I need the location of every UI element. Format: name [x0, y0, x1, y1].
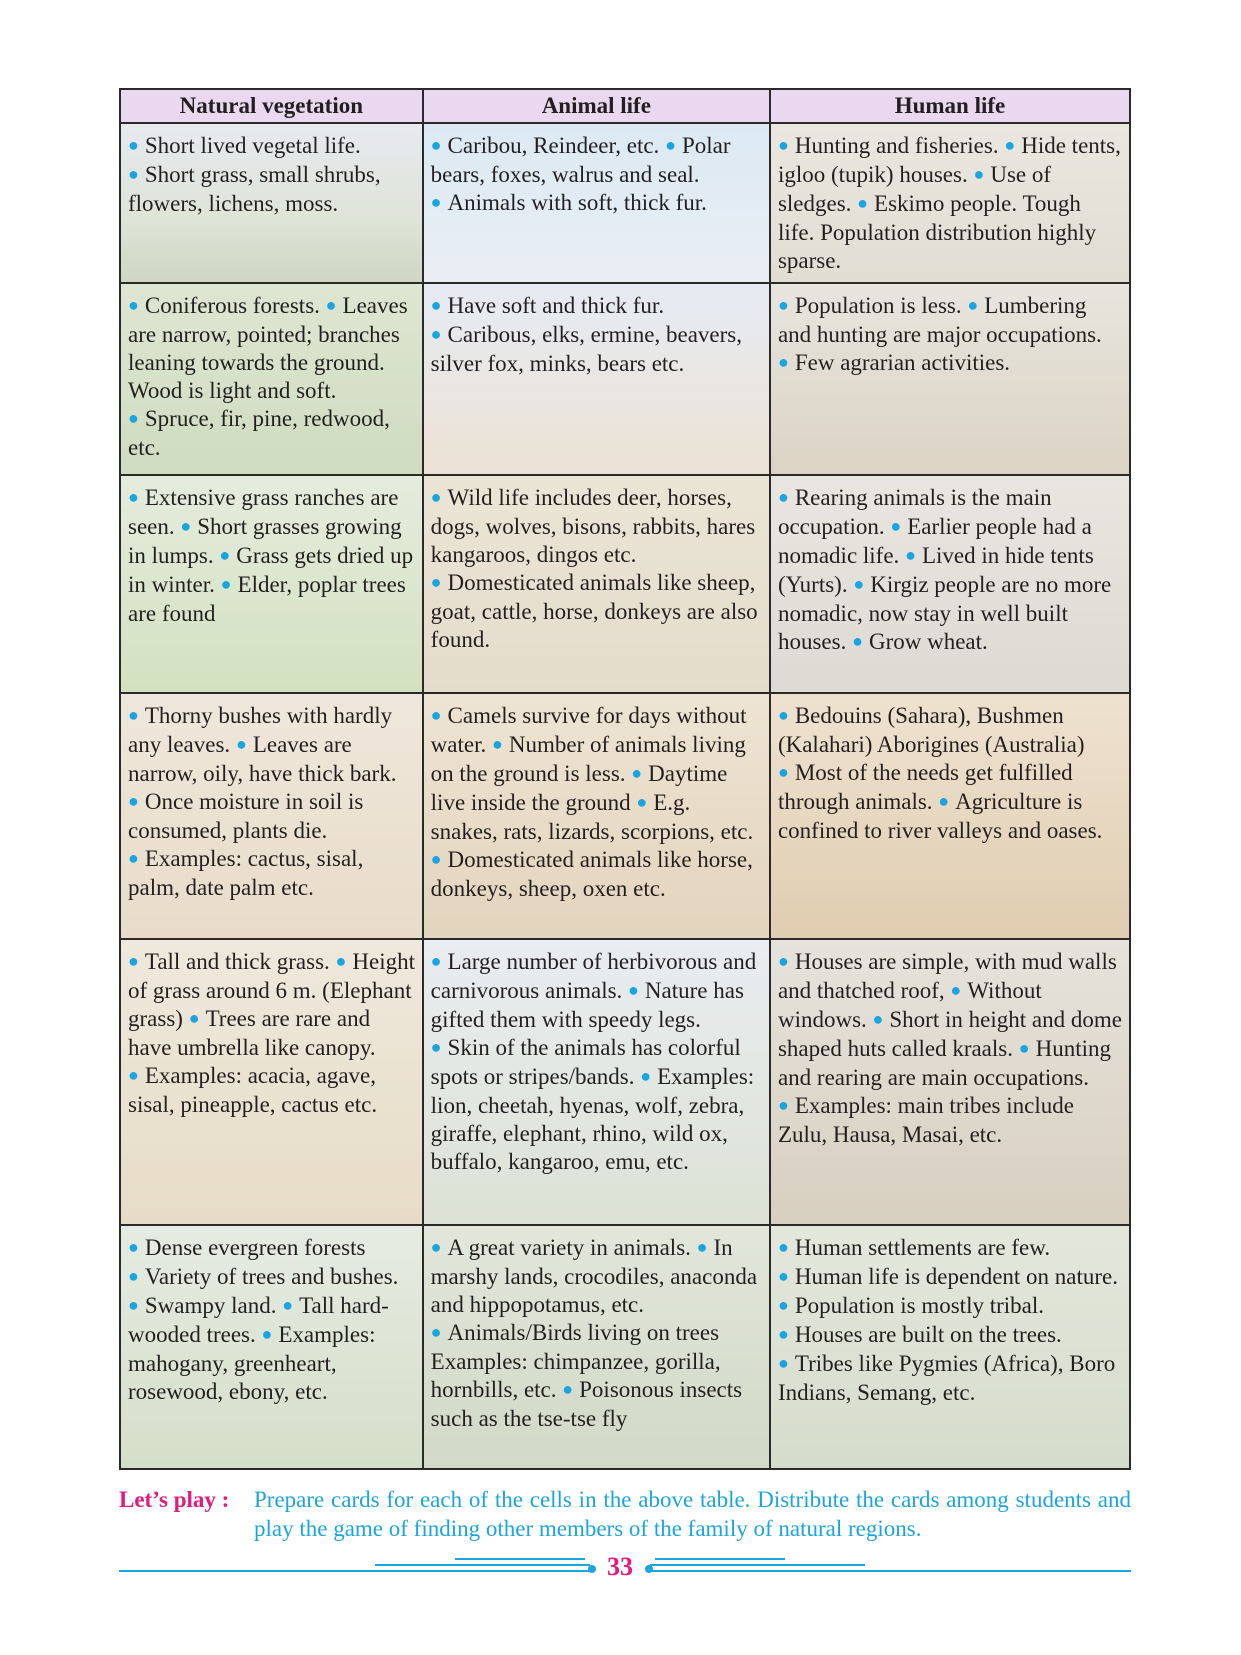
bullet-dot-icon: ●: [777, 762, 789, 782]
bullet-dot-icon: ●: [128, 705, 139, 725]
bullet-dot-icon: ●: [628, 980, 639, 1000]
cell-item-text: Bedouins (Sahara), Bushmen (Kalahari) Aborigines (Australia): [777, 703, 1085, 757]
footer-deco-line-left: [375, 1564, 590, 1566]
cell-item-text: Height of grass around 6 m. (Elephant grass): [128, 949, 416, 1031]
cell-item-text: Short grass, small shrubs, flowers, lichens, moss.: [128, 162, 381, 216]
cell-item-text: Domesticated animals like sheep, goat, cattle, horse, donkeys are also found.: [430, 570, 758, 652]
bullet-dot-icon: ●: [430, 849, 442, 869]
bullet-dot-icon: ●: [335, 951, 347, 971]
table-row: [120, 693, 1130, 939]
footer-deco-line-right: [650, 1564, 865, 1566]
lets-play-text: Prepare cards for each of the cells in the above table. Distribute the cards among students and play the game of finding other members of the family of natural regions.: [254, 1487, 1131, 1541]
cell-item-text: Hunting and rearing are main occupations.: [777, 1036, 1111, 1090]
cell-item-text: Short grasses growing in lumps.: [128, 514, 402, 568]
bullet-dot-icon: ●: [853, 574, 865, 594]
bullet-dot-icon: ●: [777, 705, 789, 725]
cell-item-text: Variety of trees and bushes.: [144, 1264, 399, 1289]
bullet-dot-icon: ●: [857, 193, 869, 213]
cell-item-text: Tribes like Pygmies (Africa), Boro Indians, Semang, etc.: [777, 1351, 1116, 1405]
cell-item-text: Large number of herbivorous and carnivorous animals.: [430, 949, 757, 1003]
bullet-dot-icon: ●: [128, 951, 139, 971]
table-row: [120, 475, 1130, 693]
cell-animal-life: [423, 939, 770, 1225]
table-header-row: [120, 89, 1130, 123]
bullet-dot-icon: ●: [128, 295, 139, 315]
bullet-dot-icon: ●: [950, 980, 962, 1000]
bullet-dot-icon: ●: [219, 545, 231, 565]
cell-item-text: Population is mostly tribal.: [794, 1293, 1044, 1318]
cell-natural-vegetation: [120, 475, 423, 693]
cell-item-text: Coniferous forests.: [144, 293, 320, 318]
cell-item-text: Few agrarian activities.: [794, 350, 1011, 375]
cell-item-text: Animals with soft, thick fur.: [447, 190, 707, 215]
cell-item-text: Camels survive for days without water.: [430, 703, 747, 757]
cell-natural-vegetation: [120, 693, 423, 939]
bullet-dot-icon: ●: [430, 572, 442, 592]
cell-human-life: [770, 283, 1130, 475]
cell-item-text: Short in height and dome shaped huts called kraals.: [777, 1007, 1122, 1061]
bullet-dot-icon: ●: [777, 487, 789, 507]
cell-human-life: [770, 1225, 1130, 1469]
cell-item-text: Examples: mahogany, greenheart, rosewood, ebony, etc.: [128, 1322, 376, 1404]
bullet-dot-icon: ●: [1018, 1038, 1030, 1058]
cell-item-text: Thorny bushes with hardly any leaves.: [128, 703, 393, 757]
bullet-dot-icon: ●: [631, 763, 643, 783]
cell-item-text: Earlier people had a nomadic life.: [777, 514, 1092, 568]
bullet-dot-icon: ●: [640, 1066, 652, 1086]
header-animal-life: Animal life: [423, 89, 770, 123]
bullet-dot-icon: ●: [777, 1095, 789, 1115]
lets-play-label: Let’s play :: [119, 1487, 230, 1512]
cell-natural-vegetation: [120, 283, 423, 475]
bullet-dot-icon: ●: [973, 164, 985, 184]
cell-item-text: Caribou, Reindeer, etc.: [447, 133, 660, 158]
table-row: [120, 1225, 1130, 1469]
cell-item-text: Human life is dependent on nature.: [794, 1264, 1119, 1289]
cell-animal-life: [423, 283, 770, 475]
table-row: [120, 283, 1130, 475]
cell-item-text: Number of animals living on the ground is less.: [430, 732, 746, 786]
cell-item-text: Poisonous insects such as the tse-tse fly: [430, 1377, 743, 1431]
bullet-dot-icon: ●: [665, 135, 676, 155]
bullet-dot-icon: ●: [180, 516, 192, 536]
bullet-dot-icon: ●: [261, 1324, 273, 1344]
bullet-dot-icon: ●: [777, 1266, 789, 1286]
cell-natural-vegetation: [120, 939, 423, 1225]
table-row: [120, 939, 1130, 1225]
bullet-dot-icon: ●: [938, 791, 950, 811]
bullet-dot-icon: ●: [220, 574, 232, 594]
cell-item-text: Examples: lion, cheetah, hyenas, wolf, zebra, giraffe, elephant, rhino, wild ox, buffalo, kangaroo, emu, etc.: [430, 1064, 755, 1174]
cell-item-text: Short lived vegetal life.: [144, 133, 361, 158]
bullet-dot-icon: ●: [562, 1379, 574, 1399]
bullet-dot-icon: ●: [128, 135, 139, 155]
cell-item-text: Population is less.: [794, 293, 962, 318]
bullet-dot-icon: ●: [282, 1295, 294, 1315]
cell-item-text: Skin of the animals has colorful spots or stripes/bands.: [430, 1035, 741, 1089]
cell-item-text: Examples: acacia, agave, sisal, pineapple, cactus etc.: [128, 1063, 378, 1117]
cell-item-text: Grass gets dried up in winter.: [128, 543, 414, 597]
cell-human-life: [770, 693, 1130, 939]
cell-human-life: [770, 123, 1130, 283]
cell-item-text: Elder, poplar trees are found: [128, 572, 406, 626]
bullet-dot-icon: ●: [128, 487, 139, 507]
bullet-dot-icon: ●: [636, 792, 648, 812]
page-number: 33: [607, 1552, 633, 1581]
bullet-dot-icon: ●: [430, 1237, 442, 1257]
cell-item-text: Examples: main tribes include Zulu, Hausa, Masai, etc.: [777, 1093, 1074, 1147]
cell-item-text: Once moisture in soil is consumed, plants die.: [128, 789, 364, 843]
cell-item-text: Agriculture is confined to river valleys and oases.: [777, 789, 1103, 843]
header-human-life: Human life: [770, 89, 1130, 123]
cell-item-text: Most of the needs get fulfilled through animals.: [777, 760, 1073, 814]
cell-item-text: Tall hard-wooded trees.: [128, 1293, 389, 1347]
bullet-dot-icon: ●: [188, 1008, 200, 1028]
cell-item-text: Trees are rare and have umbrella like canopy.: [128, 1006, 376, 1060]
cell-item-text: Rearing animals is the main occupation.: [777, 485, 1052, 539]
cell-item-text: Extensive grass ranches are seen.: [128, 485, 399, 539]
bullet-dot-icon: ●: [777, 951, 789, 971]
bullet-dot-icon: ●: [777, 295, 789, 315]
cell-item-text: Animals/Birds living on trees Examples: chimpanzee, gorilla, hornbills, etc.: [430, 1320, 721, 1402]
cell-item-text: Human settlements are few.: [794, 1235, 1051, 1260]
cell-item-text: Dense evergreen forests: [144, 1235, 366, 1260]
bullet-dot-icon: ●: [777, 352, 789, 372]
cell-item-text: Polar bears, foxes, walrus and seal.: [430, 133, 731, 187]
cell-item-text: Kirgiz people are no more nomadic, now stay in well built houses.: [777, 572, 1112, 654]
cell-item-text: Lived in hide tents (Yurts).: [777, 543, 1094, 597]
cell-natural-vegetation: [120, 123, 423, 283]
cell-human-life: [770, 939, 1130, 1225]
bullet-dot-icon: ●: [777, 1324, 789, 1344]
bullet-dot-icon: ●: [128, 791, 139, 811]
bullet-dot-icon: ●: [128, 1065, 139, 1085]
bullet-dot-icon: ●: [128, 1295, 139, 1315]
cell-item-text: Leaves are narrow, pointed; branches leaning towards the ground. Wood is light and soft.: [128, 293, 408, 403]
bullet-dot-icon: ●: [430, 295, 442, 315]
cell-item-text: Wild life includes deer, horses, dogs, wolves, bisons, rabbits, hares kangaroos, dingos etc.: [430, 485, 756, 567]
cell-item-text: Lumbering and hunting are major occupations.: [777, 293, 1102, 347]
footer-deco-line-left-2: [455, 1558, 585, 1560]
cell-item-text: Have soft and thick fur.: [447, 293, 665, 318]
bullet-dot-icon: ●: [325, 295, 337, 315]
bullet-dot-icon: ●: [128, 848, 139, 868]
bullet-dot-icon: ●: [777, 1353, 789, 1373]
cell-item-text: Daytime live inside the ground: [430, 761, 728, 815]
bullet-dot-icon: ●: [491, 734, 503, 754]
bullet-dot-icon: ●: [872, 1009, 884, 1029]
cell-item-text: Examples: cactus, sisal, palm, date palm etc.: [128, 846, 364, 900]
bullet-dot-icon: ●: [852, 631, 863, 651]
cell-item-text: Spruce, fir, pine, redwood, etc.: [128, 406, 390, 460]
header-natural-vegetation: Natural vegetation: [120, 89, 423, 123]
bullet-dot-icon: ●: [430, 192, 442, 212]
cell-item-text: Caribous, elks, ermine, beavers, silver fox, minks, bears etc.: [430, 322, 742, 376]
bullet-dot-icon: ●: [905, 545, 916, 565]
footer-deco-line-right-2: [655, 1558, 785, 1560]
bullet-dot-icon: ●: [777, 135, 789, 155]
cell-item-text: Houses are built on the trees.: [794, 1322, 1062, 1347]
cell-natural-vegetation: [120, 1225, 423, 1469]
cell-item-text: A great variety in animals.: [447, 1235, 691, 1260]
bullet-dot-icon: ●: [430, 324, 442, 344]
cell-item-text: Nature has gifted them with speedy legs.: [430, 978, 744, 1032]
cell-human-life: [770, 475, 1130, 693]
cell-item-text: Leaves are narrow, oily, have thick bark.: [128, 732, 397, 786]
bullet-dot-icon: ●: [430, 487, 442, 507]
bullet-dot-icon: ●: [235, 734, 247, 754]
cell-animal-life: [423, 1225, 770, 1469]
cell-animal-life: [423, 475, 770, 693]
bullet-dot-icon: ●: [696, 1237, 708, 1257]
cell-item-text: Hunting and fisheries.: [794, 133, 999, 158]
bullet-dot-icon: ●: [430, 705, 442, 725]
natural-regions-table: [119, 88, 1131, 1470]
bullet-dot-icon: ●: [430, 1322, 442, 1342]
cell-item-text: Grow wheat.: [868, 629, 988, 654]
cell-item-text: Houses are simple, with mud walls and thatched roof,: [777, 949, 1117, 1003]
footer-rule-right: [650, 1570, 1131, 1572]
cell-item-text: Tall and thick grass.: [144, 949, 330, 974]
footer-rule-left: [119, 1570, 589, 1572]
lets-play-section: [119, 1485, 1131, 1543]
bullet-dot-icon: ●: [128, 408, 139, 428]
cell-item-text: Domesticated animals like horse, donkeys, sheep, oxen etc.: [430, 847, 753, 901]
cell-item-text: E.g. snakes, rats, lizards, scorpions, etc.: [430, 790, 754, 844]
bullet-dot-icon: ●: [430, 951, 442, 971]
cell-item-text: In marshy lands, crocodiles, anaconda and hippopotamus, etc.: [430, 1235, 758, 1317]
bullet-dot-icon: ●: [128, 1237, 139, 1257]
cell-animal-life: [423, 693, 770, 939]
bullet-dot-icon: ●: [128, 164, 139, 184]
bullet-dot-icon: ●: [128, 1266, 139, 1286]
table-row: [120, 123, 1130, 283]
bullet-dot-icon: ●: [967, 295, 979, 315]
bullet-dot-icon: ●: [777, 1295, 789, 1315]
bullet-dot-icon: ●: [890, 516, 902, 536]
cell-animal-life: [423, 123, 770, 283]
cell-item-text: Swampy land.: [144, 1293, 277, 1318]
bullet-dot-icon: ●: [430, 1037, 442, 1057]
bullet-dot-icon: ●: [430, 135, 442, 155]
bullet-dot-icon: ●: [1004, 135, 1016, 155]
cell-item-text: Hide tents, igloo (tupik) houses.: [777, 133, 1121, 187]
cell-item-text: Use of sledges.: [777, 162, 1052, 216]
bullet-dot-icon: ●: [777, 1237, 789, 1257]
cell-item-text: Without windows.: [777, 978, 1042, 1032]
cell-item-text: Eskimo people. Tough life. Population distribution highly sparse.: [777, 191, 1097, 273]
